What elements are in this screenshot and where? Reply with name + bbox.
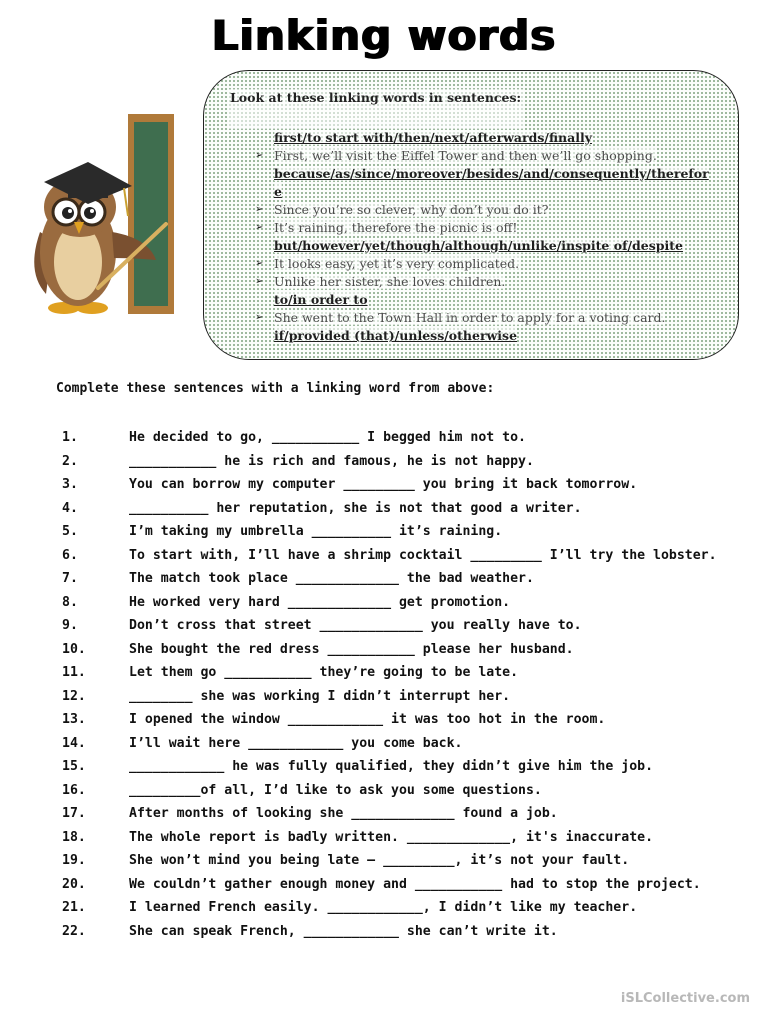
linking-words-group [228,237,728,255]
exercise-item [62,755,752,779]
exercise-item [62,873,752,897]
exercise-item [62,426,752,450]
exercise-item [62,520,752,544]
item-number: 19. [62,853,86,868]
arrow-bullet-icon: ➢ [255,258,264,269]
instruction: Complete these sentences with a linking word from above: [56,381,495,396]
box-lines [228,129,728,345]
exercise-item [62,614,752,638]
exercise-item [62,567,752,591]
exercise-item [62,544,752,568]
arrow-bullet-icon: ➢ [255,276,264,287]
example-text: Unlike her sister, she loves children. [274,274,506,289]
item-sentence: Let them go ___________ they’re going to be late. [129,665,519,680]
arrow-bullet-icon: ➢ [255,312,264,323]
item-sentence: To start with, I’ll have a shrimp cocktail _________ I’ll try the lobster. [129,547,717,563]
item-sentence: She won’t mind you being late – _________, it’s not your fault. [129,853,630,868]
item-number: 21. [62,900,86,915]
item-number: 16. [62,782,86,798]
item-sentence: I’m taking my umbrella __________ it’s raining. [129,524,503,539]
example-sentence [228,219,728,237]
example-text: Since you’re so clever, why don’t you do it? [274,202,549,217]
linking-words-text: first/to start with/then/next/afterwards/finally [274,130,592,145]
item-sentence: Don’t cross that street _____________ you really have to. [129,618,582,633]
example-sentence [228,273,728,291]
item-number: 6. [62,547,78,563]
exercise-item [62,920,752,944]
item-number: 8. [62,594,78,610]
item-sentence: I opened the window ____________ it was too hot in the room. [129,712,606,727]
linking-words-text: because/as/since/moreover/besides/and/consequently/therefor [274,166,709,181]
item-sentence: He worked very hard _____________ get promotion. [129,594,511,610]
example-text: She went to the Town Hall in order to apply for a voting card. [274,310,666,325]
linking-words-group [228,183,728,201]
linking-words-box [203,70,739,360]
item-number: 12. [62,688,86,704]
exercise-item [62,802,752,826]
exercise-item [62,591,752,615]
worksheet-title: Linking words [211,11,557,60]
item-number: 18. [62,829,86,845]
item-number: 9. [62,618,78,633]
linking-words-text: to/in order to [274,292,368,307]
item-number: 17. [62,806,86,821]
exercise-item [62,896,752,920]
item-sentence: She bought the red dress ___________ please her husband. [129,641,574,657]
item-sentence: _________of all, I’d like to ask you some questions. [129,782,542,798]
linking-words-group [228,327,728,345]
item-number: 7. [62,571,78,586]
arrow-bullet-icon: ➢ [255,150,264,161]
item-number: 13. [62,712,86,727]
owl-teacher-illustration [28,112,178,326]
example-text: It’s raining, therefore the picnic is off! [274,220,518,235]
exercise-list [62,426,752,943]
exercise-item [62,638,752,662]
item-number: 20. [62,876,86,892]
exercise-item [62,826,752,850]
linking-words-group [228,129,728,147]
example-text: It looks easy, yet it’s very complicated. [274,256,520,271]
item-sentence: The whole report is badly written. _____________, it's inaccurate. [129,829,654,845]
example-sentence [228,255,728,273]
example-text: First, we’ll visit the Eiffel Tower and then we’ll go shopping. [274,148,657,163]
exercise-item [62,708,752,732]
item-sentence: We couldn’t gather enough money and ___________ had to stop the project. [129,876,701,892]
chalkboard [134,122,168,306]
item-sentence: The match took place _____________ the bad weather. [129,571,534,586]
exercise-item [62,685,752,709]
item-sentence: ________ she was working I didn’t interrupt her. [129,688,511,704]
linking-words-text: e [274,184,282,199]
item-sentence: He decided to go, ___________ I begged him not to. [129,430,526,445]
example-sentence [228,309,728,327]
exercise-item [62,732,752,756]
item-number: 10. [62,641,86,657]
item-sentence: ____________ he was fully qualified, they didn’t give him the job. [129,759,654,774]
exercise-item [62,497,752,521]
item-sentence: I’ll wait here ____________ you come back. [129,735,463,751]
linking-words-group [228,291,728,309]
item-number: 11. [62,665,86,680]
linking-words-text: but/however/yet/though/although/unlike/inspite of/despite [274,238,683,253]
item-number: 2. [62,453,78,469]
watermark: iSLCollective.com [620,991,750,1006]
item-number: 4. [62,500,78,516]
item-number: 3. [62,477,78,492]
item-sentence: She can speak French, ____________ she can’t write it. [129,923,558,939]
item-sentence: After months of looking she _____________ found a job. [129,806,558,821]
item-sentence: ___________ he is rich and famous, he is not happy. [129,453,534,469]
arrow-bullet-icon: ➢ [255,204,264,215]
item-number: 14. [62,735,86,751]
item-number: 22. [62,923,86,939]
item-number: 15. [62,759,86,774]
example-sentence [228,201,728,219]
exercise-item [62,473,752,497]
item-number: 1. [62,430,78,445]
item-sentence: I learned French easily. ____________, I didn’t like my teacher. [129,900,638,915]
item-sentence: __________ her reputation, she is not that good a writer. [129,500,582,516]
linking-words-group [228,165,728,183]
box-intro: Look at these linking words in sentences: [228,89,523,129]
item-sentence: You can borrow my computer _________ you bring it back tomorrow. [129,477,638,492]
exercise-item [62,450,752,474]
item-number: 5. [62,524,78,539]
exercise-item [62,779,752,803]
linking-words-text: if/provided (that)/unless/otherwise [274,328,518,343]
exercise-item [62,661,752,685]
exercise-item [62,849,752,873]
arrow-bullet-icon: ➢ [255,222,264,233]
example-sentence [228,147,728,165]
